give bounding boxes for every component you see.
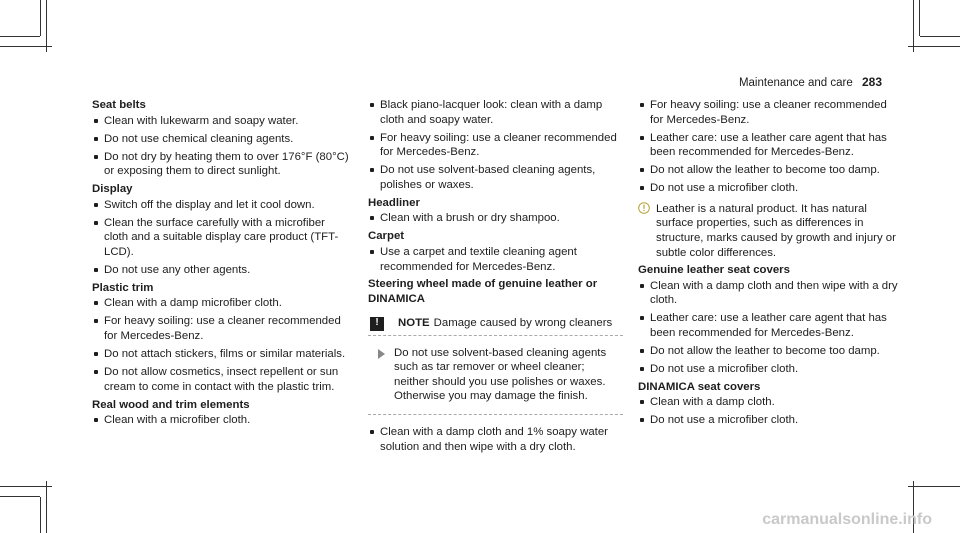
list-item: Clean with a damp cloth and 1% soapy water solution and then wipe with a dry cloth. <box>368 425 623 454</box>
crop-mark <box>0 46 52 47</box>
list-item: Use a carpet and textile cleaning agent recommended for Mercedes-Benz. <box>368 245 623 274</box>
column-3 <box>638 98 900 431</box>
list-item: Leather care: use a leather care agent that has been recommended for Mercedes-Benz. <box>638 131 900 160</box>
list-item: Do not dry by heating them to over 176°F (80°C) or exposing them to direct sunlight. <box>92 150 350 179</box>
crop-mark <box>46 0 47 52</box>
info-text: Leather is a natural product. It has natural surface properties, such as differences in structure, marks caused by growth and injury or subtle color differences. <box>656 202 896 259</box>
note-subtitle: Damage caused by wrong cleaners <box>433 317 613 330</box>
list-item: Clean with a brush or dry shampoo. <box>368 211 623 226</box>
list-item: Clean with a damp cloth and then wipe with a dry cloth. <box>638 279 900 308</box>
heading-dinamica: DINAMICA seat covers <box>638 380 761 393</box>
list-item: Do not use a microfiber cloth. <box>638 181 900 196</box>
crop-mark <box>920 36 960 37</box>
list-item: Do not use solvent-based cleaning agents, polishes or waxes. <box>368 163 623 192</box>
column-2 <box>368 98 623 458</box>
crop-mark <box>913 0 914 52</box>
note-text: Do not use solvent-based cleaning agents such as tar remover or wheel cleaner; neither should you use polishes or waxes. Otherwise you may damage the finish. <box>394 346 607 403</box>
crop-mark <box>0 36 40 37</box>
list-item: For heavy soiling: use a cleaner recommended for Mercedes-Benz. <box>638 98 900 127</box>
heading-seat-belts: Seat belts <box>92 99 146 111</box>
info-icon <box>638 202 650 214</box>
note-box <box>368 313 623 415</box>
crop-mark <box>908 486 960 487</box>
page-header <box>739 75 882 89</box>
list-item: For heavy soiling: use a cleaner recommended for Mercedes-Benz. <box>368 131 623 160</box>
heading-genuine-leather: Genuine leather seat covers <box>638 264 790 277</box>
list-item: For heavy soiling: use a cleaner recommended for Mercedes-Benz. <box>92 314 350 343</box>
list-item: Clean with a microfiber cloth. <box>92 413 350 428</box>
crop-mark <box>908 46 960 47</box>
heading-steering-wheel: Steering wheel made of genuine leather or DINAMICA <box>368 278 598 306</box>
section-title: Maintenance and care <box>738 77 853 89</box>
crop-mark <box>919 0 920 36</box>
heading-carpet: Carpet <box>368 230 405 243</box>
list-item: Clean the surface carefully with a microfiber cloth and a suitable display care product (TFT-LCD). <box>92 216 350 260</box>
list-item: Clean with a damp cloth. <box>638 395 900 410</box>
list-item: Clean with a damp microfiber cloth. <box>92 296 350 311</box>
crop-mark <box>46 481 47 533</box>
list-item: Do not allow the leather to become too damp. <box>638 163 900 178</box>
crop-mark <box>40 0 41 36</box>
heading-real-wood: Real wood and trim elements <box>92 398 250 411</box>
list-item: Do not use a microfiber cloth. <box>638 362 900 377</box>
crop-mark <box>0 486 52 487</box>
list-item: Do not use a microfiber cloth. <box>638 413 900 428</box>
list-item: Do not use any other agents. <box>92 263 350 278</box>
list-item: Do not attach stickers, films or similar materials. <box>92 347 350 362</box>
note-header <box>368 313 623 336</box>
note-title: NOTE <box>398 317 430 330</box>
list-item: Do not allow the leather to become too damp. <box>638 344 900 359</box>
crop-mark <box>0 496 40 497</box>
warning-icon: ! <box>370 317 384 331</box>
crop-mark <box>40 497 41 533</box>
list-item: Do not allow cosmetics, insect repellent or sun cream to come in contact with the plastic trim. <box>92 365 350 394</box>
list-item: Leather care: use a leather care agent that has been recommended for Mercedes-Benz. <box>638 311 900 340</box>
list-item: Clean with lukewarm and soapy water. <box>92 114 350 129</box>
page-number: 283 <box>861 75 882 89</box>
heading-plastic-trim: Plastic trim <box>92 281 154 294</box>
heading-display: Display <box>92 183 133 196</box>
list-item: Do not use chemical cleaning agents. <box>92 132 350 147</box>
info-note <box>638 202 900 260</box>
triangle-bullet-icon <box>378 349 385 359</box>
list-item: Black piano-lacquer look: clean with a damp cloth and soapy water. <box>368 98 623 127</box>
note-body <box>368 336 623 415</box>
column-1 <box>92 98 350 431</box>
watermark: carmanualsonline.info <box>762 511 932 528</box>
heading-headliner: Headliner <box>368 196 420 209</box>
list-item: Switch off the display and let it cool down. <box>92 198 350 213</box>
